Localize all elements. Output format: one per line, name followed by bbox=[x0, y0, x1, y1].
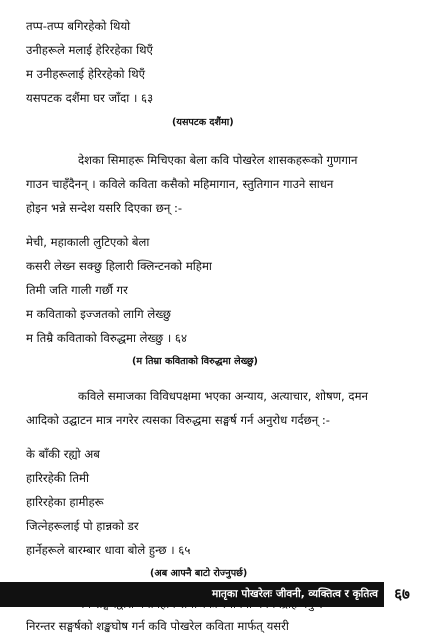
verse-line: मेची, महाकाली लुटिएको बेला bbox=[26, 235, 150, 249]
page-number: ६७ bbox=[384, 582, 420, 607]
verse-line: हारिरहेका हामीहरू bbox=[26, 495, 104, 509]
verse-line: म तिम्रै कविताको विरुद्धमा लेख्छु । ६४ bbox=[26, 331, 187, 345]
paragraph-line: निरन्तर सङ्घर्षको शङ्खघोष गर्न कवि पोखरेल कविता मार्फत् यसरी bbox=[26, 619, 289, 633]
paragraph-line: आदिको उद्घाटन मात्र नगरेर त्यसका विरुद्धमा सङ्घर्ष गर्न अनुरोध गर्दछन् :- bbox=[26, 413, 330, 427]
verse-line: म कविताको इज्जतको लागि लेख्छु bbox=[26, 307, 171, 321]
running-title: मातृका पोखरेलः जीवनी, व्यक्तित्व र कृतित्व bbox=[211, 588, 378, 600]
verse-line: यसपटक दशैंमा घर जाँदा । ६३ bbox=[26, 91, 154, 105]
paragraph-line: गाउन चाहँदैनन् । कविले कविता कसैको महिमागान, स्तुतिगान गाउने साधन bbox=[26, 177, 334, 191]
verse-line: म उनीहरूलाई हेरिरहेको थिएँ bbox=[26, 67, 146, 81]
verse-line: कसरी लेख्न सक्छु हिलारी क्लिन्टनको महिमा bbox=[26, 259, 212, 273]
verse-line: हारिरहेकी तिमी bbox=[26, 471, 89, 485]
verse-source-citation: (अब आफ्नै बाटो रोज्नुपर्छ) bbox=[150, 568, 248, 579]
verse-line: जित्नेहरूलाई पो हान्नको डर bbox=[26, 519, 139, 533]
paragraph-line: देशका सिमाहरू मिचिएका बेला कवि पोखरेल शासकहरूको गुणगान bbox=[78, 153, 358, 167]
verse-line: उनीहरूले मलाई हेरिरहेका थिएँ bbox=[26, 43, 153, 57]
paragraph-line: होइन भन्ने सन्देश यसरि दिएका छन् :- bbox=[26, 201, 183, 215]
verse-line: तप्प-तप्प बगिरहेको थियो bbox=[26, 19, 131, 33]
verse-source-citation: (म तिम्रा कविताको विरुद्धमा लेख्छु) bbox=[132, 356, 258, 367]
paragraph-line: कविले समाजका विविधपक्षमा भएका अन्याय, अत्याचार, शोषण, दमन bbox=[78, 389, 368, 403]
verse-line: तिमी जति गाली गर्छौ गर bbox=[26, 283, 128, 297]
verse-source-citation: (यसपटक दशैंमा) bbox=[172, 117, 234, 128]
verse-line: हार्नेहरूले बारम्बार धावा बोले हुन्छ । ६५ bbox=[26, 543, 191, 557]
verse-line: के बाँकी रह्यो अब bbox=[26, 447, 100, 461]
